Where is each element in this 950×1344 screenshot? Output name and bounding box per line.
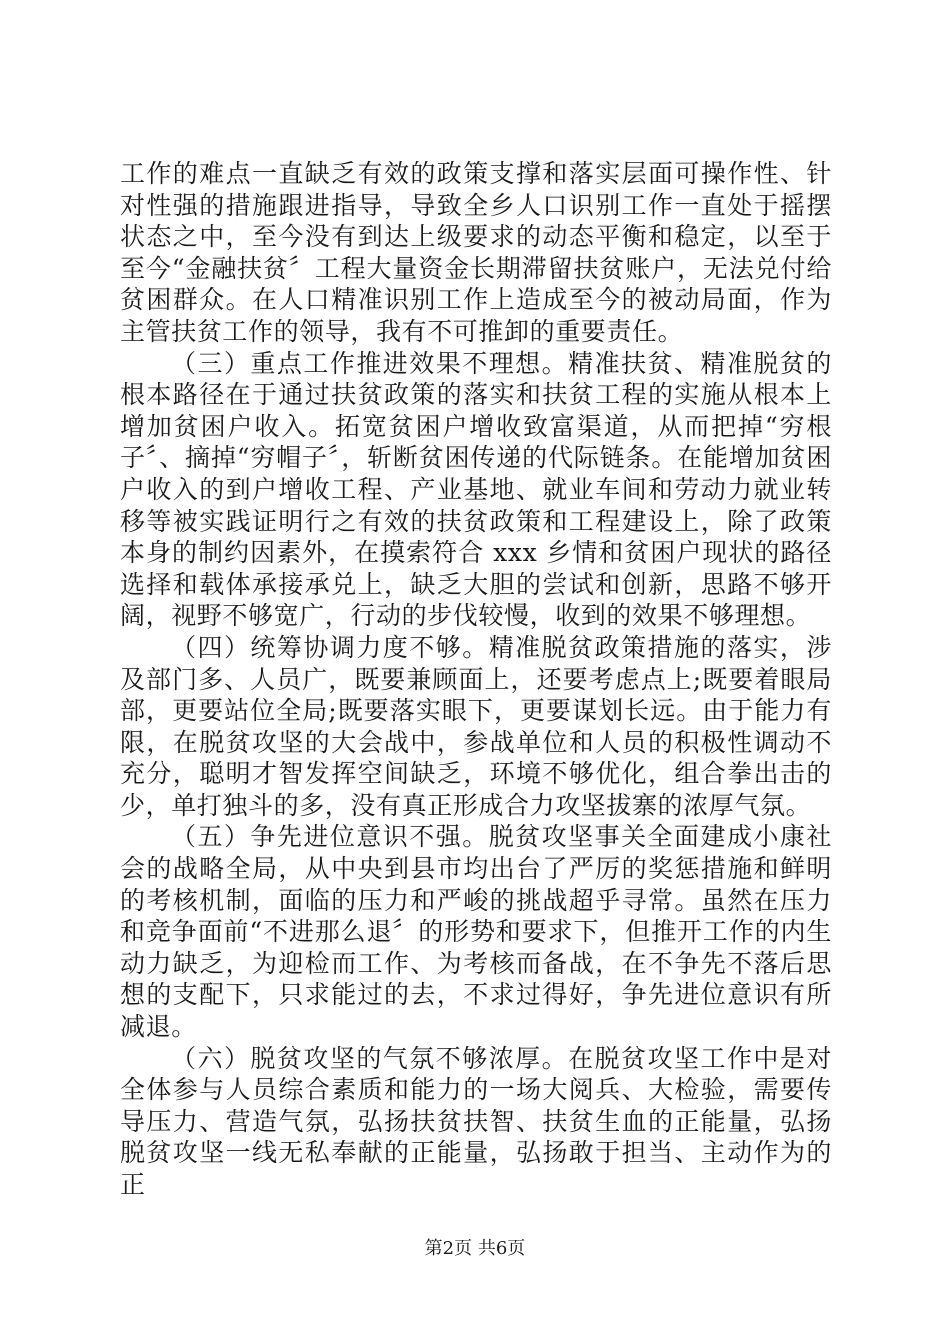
document-body [120, 158, 832, 1201]
page-footer: 第2页 共6页 [424, 1238, 526, 1259]
paragraph-3: （四）统筹协调力度不够。精准脱贫政策措施的落实，涉及部门多、人员广，既要兼顾面上，还要考虑点上;既要着眼局部，更要站位全局;既要落实眼下，更要谋划长远。由于能力有限，在脱贫攻坚的大会战中，参战单位和人员的积极性调动不充分，聪明才智发挥空间缺乏，环境不够优化，组合拳出击的少，单打独斗的多，没有真正形成合力攻坚拔寨的浓厚气氛。 [120, 632, 832, 820]
paragraph-5: （六）脱贫攻坚的气氛不够浓厚。在脱贫攻坚工作中是对全体参与人员综合素质和能力的一场大阅兵、大检验，需要传导压力、营造气氛，弘扬扶贫扶智、扶贫生血的正能量，弘扬脱贫攻坚一线无私奉献的正能量，弘扬敢于担当、主动作为的正 [120, 1043, 832, 1199]
paragraph-2: （三）重点工作推进效果不理想。精准扶贫、精准脱贫的根本路径在于通过扶贫政策的落实和扶贫工程的实施从根本上增加贫困户收入。拓宽贫困户增收致富渠道，从而把掉“穷根子〞、摘掉“穷帽子〞，斩断贫困传递的代际链条。在能增加贫困户收入的到户增收工程、产业基地、就业车间和劳动力就业转移等被实践证明行之有效的扶贫政策和工程建设上，除了政策本身的制约因素外，在摸索符合 xxx 乡情和贫困户现状的路径选择和载体承接承兑上，缺乏大胆的尝试和创新，思路不够开阔，视野不够宽广，行动的步伐较慢，收到的效果不够理想。 [120, 348, 832, 631]
paragraph-1: 工作的难点一直缺乏有效的政策支撑和落实层面可操作性、针对性强的措施跟进指导，导致全乡人口识别工作一直处于摇摆状态之中，至今没有到达上级要求的动态平衡和稳定，以至于至今“金融扶贫〞工程大量资金长期滞留扶贫账户，无法兑付给贫困群众。在人口精准识别工作上造成至今的被动局面，作为主管扶贫工作的领导，我有不可推卸的重要责任。 [120, 159, 832, 346]
paragraph-4: （五）争先进位意识不强。脱贫攻坚事关全面建成小康社会的战略全局，从中央到县市均出台了严厉的奖惩措施和鲜明的考核机制，面临的压力和严峻的挑战超乎寻常。虽然在压力和竞争面前“不进那么退〞的形势和要求下，但推开工作的内生动力缺乏，为迎检而工作、为考核而备战，在不争先不落后思想的支配下，只求能过的去，不求过得好，争先进位意识有所减退。 [120, 822, 832, 1042]
